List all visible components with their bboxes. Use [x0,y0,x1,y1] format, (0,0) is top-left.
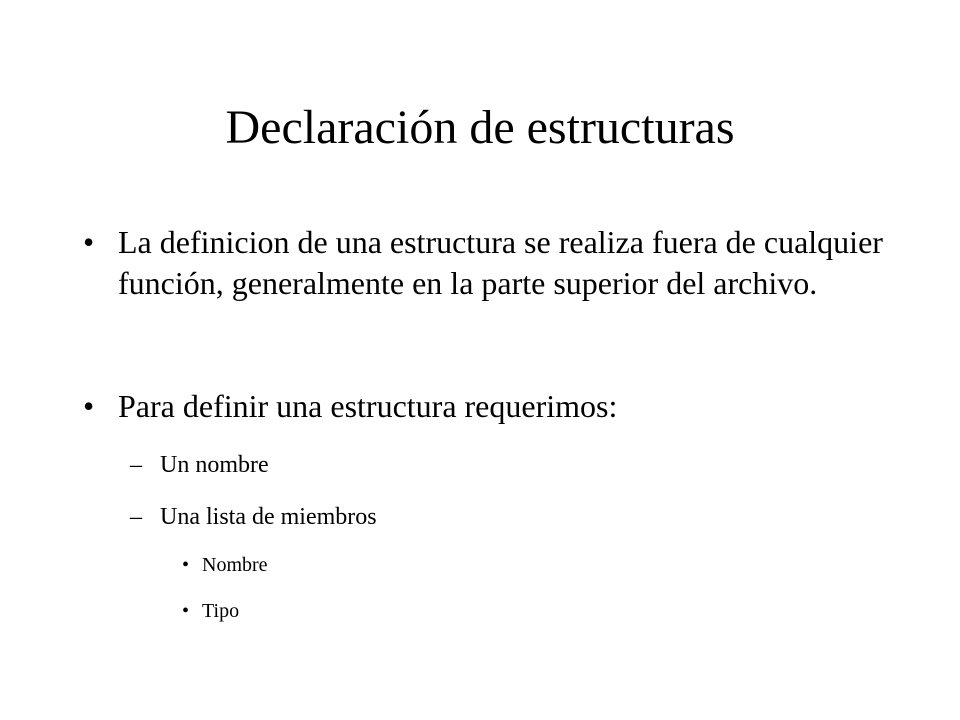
sub-bullet-text: Una lista de miembros [160,504,377,530]
bullet-item [83,222,898,304]
sub-bullet-item [130,450,269,480]
dash-marker: – [130,452,142,478]
bullet-marker: • [83,388,95,424]
sub-sub-bullet-item [182,598,240,624]
sub-bullet-item [130,502,377,532]
bullet-marker: • [83,224,95,260]
bullet-item [83,386,898,427]
bullet-text: Para definir una estructura requerimos: [118,388,618,424]
sub-sub-bullet-item [182,552,268,578]
dash-marker: – [130,504,142,530]
bullet-marker: • [182,600,190,622]
sub-sub-bullet-text: Nombre [202,554,268,576]
bullet-marker: • [182,554,190,576]
sub-sub-bullet-text: Tipo [202,600,240,622]
slide-title: Declaración de estructuras [225,101,735,154]
bullet-text: La definicion de una estructura se realiza fuera de cualquier función, generalmente en la parte superior del archivo. [118,224,883,301]
sub-bullet-text: Un nombre [160,452,269,478]
